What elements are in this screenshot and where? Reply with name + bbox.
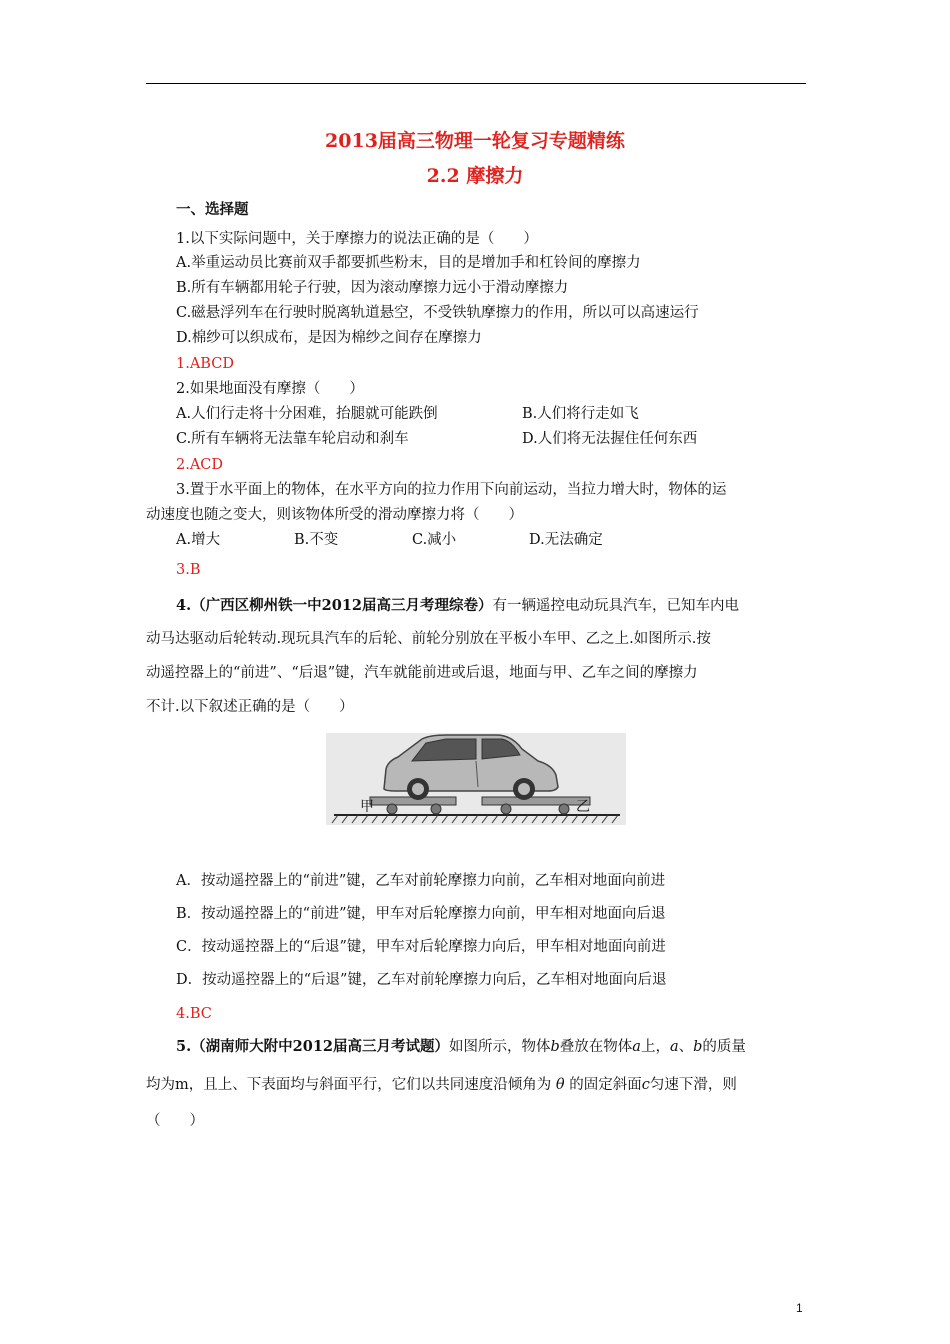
- q4-answer: 4.BC: [176, 1006, 212, 1022]
- q3-stem-line1: 3.置于水平面上的物体，在水平方向的拉力作用下向前运动，当拉力增大时，物体的运: [176, 482, 727, 498]
- q3-answer: 3.B: [176, 562, 201, 578]
- q2-option-c: C.所有车辆将无法靠车轮启动和刹车: [176, 431, 409, 447]
- q2-stem: 2.如果地面没有摩擦（ ）: [176, 381, 364, 397]
- q5-var-a: a: [632, 1039, 641, 1055]
- q3-option-d: D.无法确定: [529, 532, 603, 548]
- q2-answer: 2.ACD: [176, 457, 224, 473]
- q4-stem-line1: [176, 596, 739, 616]
- q5-stem-line1: [176, 1037, 746, 1057]
- q4-figure: [326, 733, 626, 825]
- header-rule: [146, 83, 806, 84]
- q5-var-b2: b: [693, 1039, 703, 1055]
- cart-label-jia: 甲: [360, 799, 374, 815]
- q5-stem-line3: （ ）: [146, 1113, 204, 1129]
- q2-option-b: B.人们将行走如飞: [522, 406, 639, 422]
- q5-var-a2: a: [669, 1039, 679, 1055]
- q4-option-c: C．按动遥控器上的“后退”键，甲车对后轮摩擦力向后，甲车相对地面向前进: [176, 939, 666, 955]
- page-number: 1: [796, 1301, 803, 1315]
- q3-option-c: C.减小: [412, 532, 457, 548]
- q4-option-b: B．按动遥控器上的“前进”键，甲车对后轮摩擦力向前，甲车相对地面向后退: [176, 906, 666, 922]
- q1-answer: 1.ABCD: [176, 356, 234, 372]
- q3-option-b: B.不变: [294, 532, 339, 548]
- q5-text-2a: 均为m，且上、下表面均与斜面平行，它们以共同速度沿倾角为: [146, 1077, 552, 1093]
- q5-text-1c: 上，: [640, 1039, 670, 1055]
- q1-option-a: A.举重运动员比赛前双手都要抓些粉末，目的是增加手和杠铃间的摩擦力: [176, 255, 641, 271]
- doc-subtitle: 2.2 摩擦力: [426, 165, 524, 187]
- q5-source: 5.（湖南师大附中2012届高三月考试题）: [176, 1038, 449, 1055]
- q5-text-1b: 叠放在物体: [559, 1039, 633, 1055]
- q4-stem-line3: 动遥控器上的“前进”、“后退”键，汽车就能前进或后退，地面与甲、乙车之间的摩擦力: [146, 665, 698, 681]
- q1-option-c: C.磁悬浮列车在行驶时脱离轨道悬空，不受铁轨摩擦力的作用，所以可以高速运行: [176, 305, 699, 321]
- doc-title: 2013届高三物理一轮复习专题精练: [325, 130, 625, 152]
- q4-stem-line4: 不计.以下叙述正确的是（ ）: [146, 699, 354, 715]
- q4-stem-line2: 动马达驱动后轮转动.现玩具汽车的后轮、前轮分别放在平板小车甲、乙之上.如图所示.按: [146, 631, 711, 647]
- q4-source: 4.（广西区柳州铁一中2012届高三月考理综卷）: [176, 597, 493, 614]
- q1-stem: 1.以下实际问题中，关于摩擦力的说法正确的是（ ）: [176, 231, 538, 247]
- q5-text-1d: 、: [678, 1039, 694, 1055]
- q2-option-a: A.人们行走将十分困难，抬腿就可能跌倒: [176, 406, 438, 422]
- q4-option-d: D．按动遥控器上的“后退”键，乙车对前轮摩擦力向后，乙车相对地面向后退: [176, 972, 667, 988]
- q1-option-b: B.所有车辆都用轮子行驶，因为滚动摩擦力远小于滑动摩擦力: [176, 280, 569, 296]
- cart-yi: [482, 797, 590, 805]
- cart-label-yi: 乙: [576, 799, 590, 815]
- q1-option-d: D.棉纱可以织成布，是因为棉纱之间存在摩擦力: [176, 330, 482, 346]
- q5-text-1e: 的质量: [702, 1039, 746, 1055]
- q5-text-2c: 匀速下滑，则: [649, 1077, 737, 1093]
- q5-text-1a: 如图所示，物体: [449, 1039, 551, 1055]
- q4-option-a: A．按动遥控器上的“前进”键，乙车对前轮摩擦力向前，乙车相对地面向前进: [176, 873, 666, 889]
- q4-stem-text: 有一辆遥控电动玩具汽车，已知车内电: [492, 598, 739, 614]
- q5-stem-line2: [146, 1075, 737, 1095]
- q5-var-c: c: [641, 1077, 650, 1093]
- q3-stem-line2: 动速度也随之变大，则该物体所受的滑动摩擦力将（ ）: [146, 507, 523, 523]
- section-heading: 一、选择题: [176, 201, 249, 218]
- q2-option-d: D.人们将无法握住任何东西: [522, 431, 698, 447]
- q5-text-2b: 的固定斜面: [569, 1077, 642, 1093]
- q5-var-b: b: [550, 1039, 560, 1055]
- q3-option-a: A.增大: [176, 532, 221, 548]
- q5-theta: θ: [555, 1077, 565, 1093]
